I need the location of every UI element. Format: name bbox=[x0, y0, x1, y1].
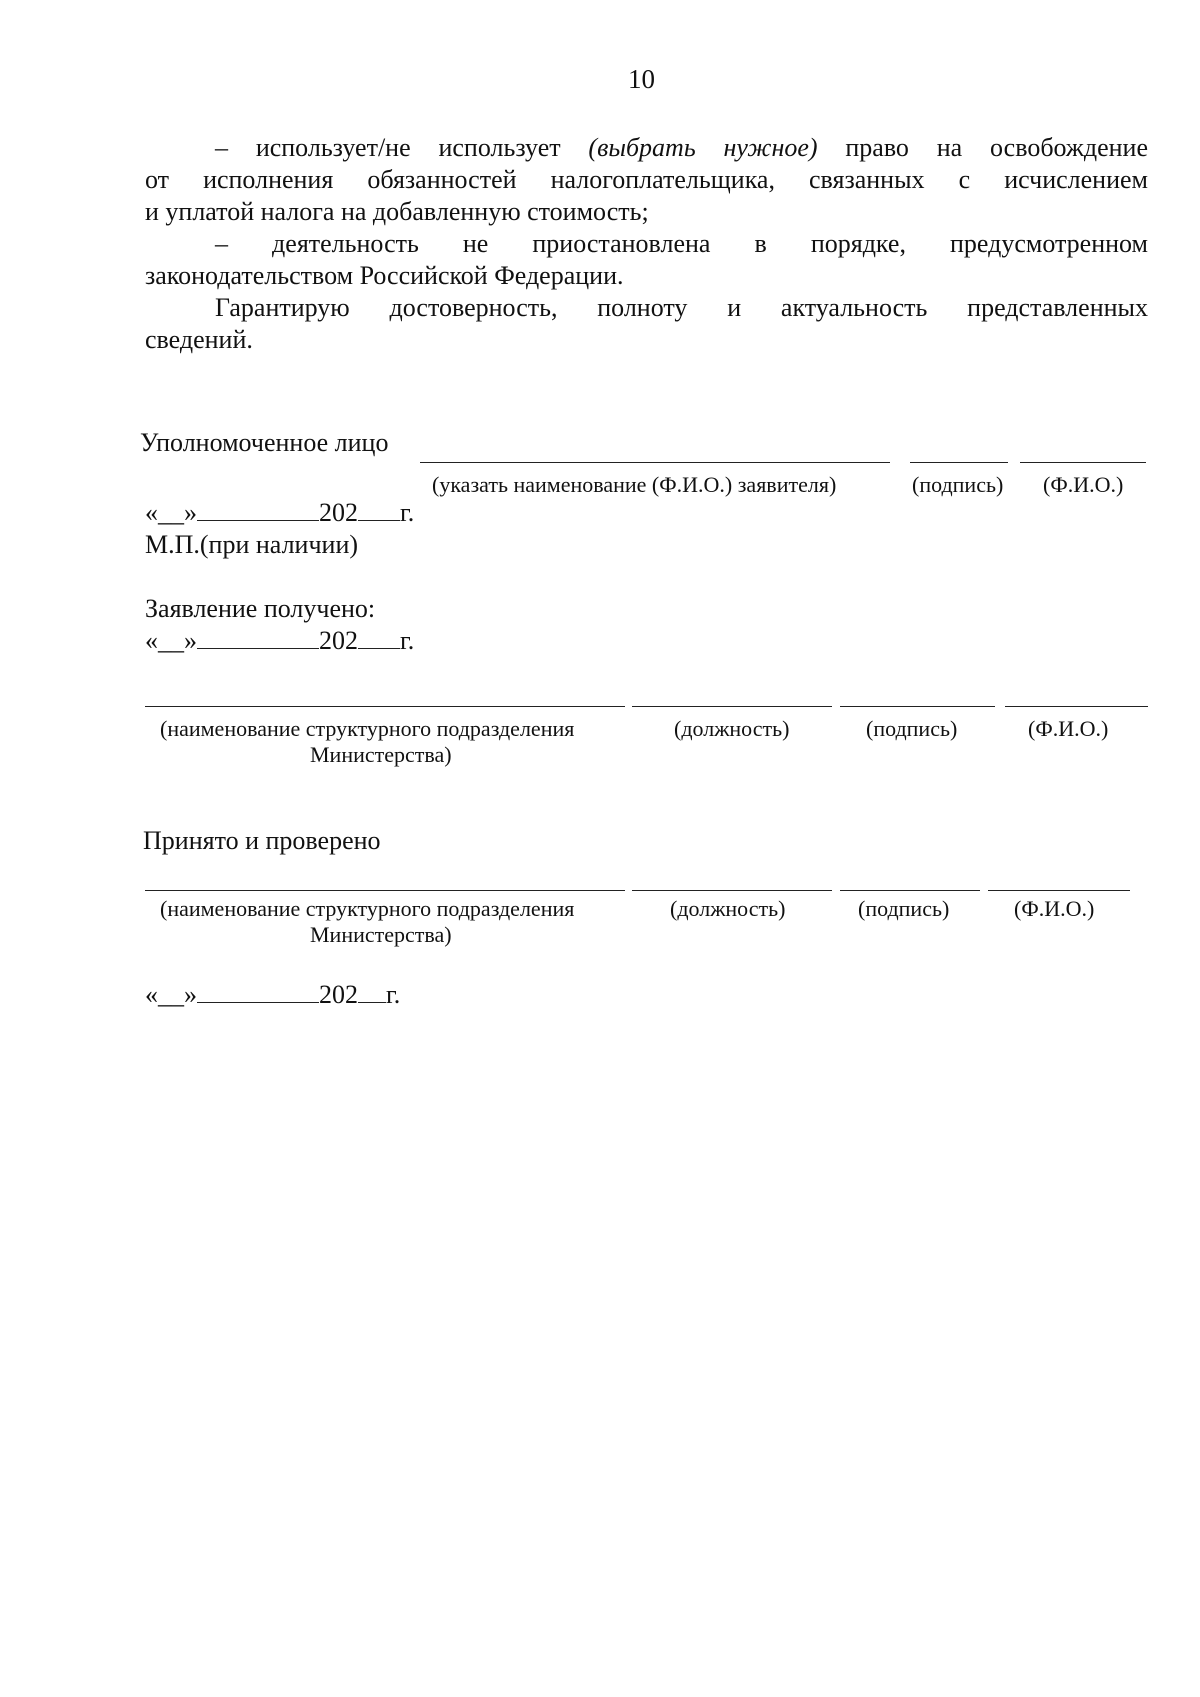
paragraph-guarantee bbox=[145, 292, 1148, 356]
date-suffix: г. bbox=[386, 980, 401, 1009]
date-day-bracket: «__» bbox=[145, 498, 197, 527]
applicant-fio-line[interactable] bbox=[1020, 462, 1146, 463]
caption-signature: (подпись) bbox=[858, 896, 950, 921]
received-unit-line[interactable] bbox=[145, 706, 625, 707]
received-label: Заявление получено: bbox=[145, 594, 376, 623]
date-day-bracket: «__» bbox=[145, 980, 197, 1009]
date-suffix: г. bbox=[400, 626, 415, 655]
date-suffix: г. bbox=[400, 498, 415, 527]
caption-position: (должность) bbox=[674, 716, 790, 741]
caption-unit: (наименование структурного подразделения bbox=[160, 716, 575, 741]
accepted-fio-line[interactable] bbox=[988, 890, 1130, 891]
date-day-bracket: «__» bbox=[145, 626, 197, 655]
caption-signature: (подпись) bbox=[866, 716, 958, 741]
received-signature-line[interactable] bbox=[840, 706, 995, 707]
applicant-name-line[interactable] bbox=[420, 462, 890, 463]
accepted-label: Принято и проверено bbox=[143, 826, 381, 855]
paragraph-line: и уплатой налога на добавленную стоимость; bbox=[145, 197, 649, 226]
accepted-position-line[interactable] bbox=[632, 890, 832, 891]
paragraph-activity-status bbox=[145, 228, 1148, 292]
paragraph-line bbox=[145, 132, 1148, 164]
caption-unit-ministry: Министерства) bbox=[310, 742, 452, 767]
caption-unit-ministry: Министерства) bbox=[310, 922, 452, 947]
date-year: 202 bbox=[319, 980, 358, 1009]
paragraph-line: Гарантирую достоверность, полноту и актуальность представленных bbox=[215, 293, 1148, 322]
caption-fio: (Ф.И.О.) bbox=[1028, 716, 1109, 741]
choose-option-note: (выбрать нужное) bbox=[588, 133, 818, 162]
date-month-blank[interactable] bbox=[197, 626, 319, 649]
caption-signature: (подпись) bbox=[912, 472, 1004, 497]
caption-unit: (наименование структурного подразделения bbox=[160, 896, 575, 921]
paragraph-line: законодательством Российской Федерации. bbox=[145, 261, 624, 290]
text-fragment: право на освобождение bbox=[817, 133, 1148, 162]
text-fragment: – использует/не использует bbox=[215, 133, 589, 162]
seal-label: М.П.(при наличии) bbox=[145, 530, 359, 559]
paragraph-line: сведений. bbox=[145, 325, 253, 354]
received-position-line[interactable] bbox=[632, 706, 832, 707]
date-year-blank[interactable] bbox=[358, 498, 400, 521]
accepted-signature-line[interactable] bbox=[840, 890, 980, 891]
applicant-signature-line[interactable] bbox=[910, 462, 1008, 463]
date-month-blank[interactable] bbox=[197, 498, 319, 521]
paragraph-line: – деятельность не приостановлена в порядке, предусмотренном bbox=[215, 229, 1148, 258]
date-year-blank[interactable] bbox=[358, 626, 400, 649]
date-year: 202 bbox=[319, 626, 358, 655]
caption-position: (должность) bbox=[670, 896, 786, 921]
paragraph-vat-exemption bbox=[145, 132, 1148, 228]
paragraph-line: от исполнения обязанностей налогоплательщика, связанных с исчислением bbox=[145, 165, 1148, 194]
caption-applicant-name: (указать наименование (Ф.И.О.) заявителя) bbox=[432, 472, 837, 497]
page-number: 10 bbox=[628, 64, 655, 94]
date-year: 202 bbox=[319, 498, 358, 527]
date-month-blank[interactable] bbox=[197, 980, 319, 1003]
authorized-person-label: Уполномоченное лицо bbox=[140, 428, 389, 457]
authorized-date bbox=[145, 498, 414, 528]
received-fio-line[interactable] bbox=[1005, 706, 1148, 707]
caption-fio: (Ф.И.О.) bbox=[1043, 472, 1124, 497]
accepted-date bbox=[145, 980, 400, 1010]
caption-fio: (Ф.И.О.) bbox=[1014, 896, 1095, 921]
date-year-blank[interactable] bbox=[358, 980, 386, 1003]
accepted-unit-line[interactable] bbox=[145, 890, 625, 891]
received-date bbox=[145, 626, 414, 656]
